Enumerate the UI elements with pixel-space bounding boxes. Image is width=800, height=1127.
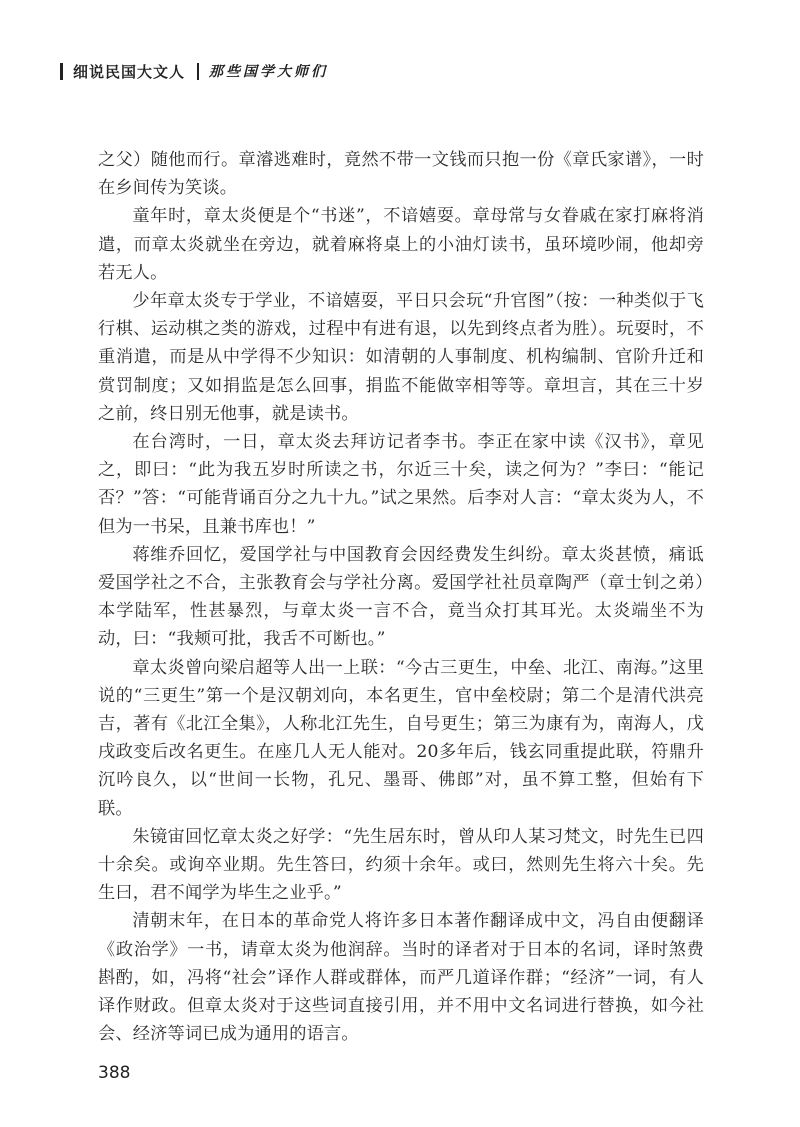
- running-header: [60, 58, 328, 84]
- paragraph: 章太炎曾向梁启超等人出一上联：“今古三更生，中垒、北江、南海。”这里说的“三更生”第一个是汉朝刘向，本名更生，官中垒校尉；第二个是清代洪亮吉，著有《北江全集》，人称北江先生，自号更生；第三为康有为，南海人，戊戌政变后改名更生。在座几人无人能对。20多年后，钱玄同重提此联，符鼎升沉吟良久，以“世间一长物，孔兄、墨哥、佛郎”对，虽不算工整，但始有下联。: [98, 657, 704, 819]
- paragraph: 朱镜宙回忆章太炎之好学：“先生居东时，曾从印人某习梵文，时先生已四十余矣。或询卒业期。先生答曰，约须十余年。或曰，然则先生将六十矣。先生曰，君不闻学为毕生之业乎。”: [98, 826, 704, 904]
- header-bar: [60, 63, 63, 80]
- body-text: [98, 146, 704, 1049]
- chapter-title: 那些国学大师们: [209, 64, 329, 80]
- book-title: 细说民国大文人: [73, 62, 186, 81]
- header-divider: [197, 63, 199, 80]
- paragraph: 童年时，章太炎便是个“书迷”，不谙嬉耍。章母常与女眷戚在家打麻将消遣，而章太炎就坐在旁边，就着麻将桌上的小油灯读书，虽环境吵闹，他却旁若无人。: [98, 206, 704, 283]
- paragraph: 清朝末年，在日本的革命党人将许多日本著作翻译成中文，冯自由便翻译《政治学》一书，请章太炎为他润辞。当时的译者对于日本的名词，译时煞费斟酌，如，冯将“社会”译作人群或群体，而严几道译作群；“经济”一词，有人译作财政。但章太炎对于这些词直接引用，并不用中文名词进行替换，如今社会、经济等词已成为通用的语言。: [98, 911, 704, 1045]
- paragraph: 蒋维乔回忆，爱国学社与中国教育会因经费发生纠纷。章太炎甚愤，痛诋爱国学社之不合，主张教育会与学社分离。爱国学社社员章陶严（章士钊之弟）本学陆军，性甚暴烈，与章太炎一言不合，竟当众打其耳光。太炎端坐不为动，曰：“我颊可批，我舌不可断也。”: [98, 544, 704, 650]
- page-number: 388: [98, 1063, 131, 1083]
- paragraph: 之父）随他而行。章濬逃难时，竟然不带一文钱而只抱一份《章氏家谱》，一时在乡间传为笑谈。: [98, 150, 704, 199]
- paragraph: 少年章太炎专于学业，不谙嬉耍，平日只会玩“升官图”（按：一种类似于飞行棋、运动棋之类的游戏，过程中有进有退，以先到终点者为胜）。玩耍时，不重消遣，而是从中学得不少知识：如清朝的人事制度、机构编制、官阶升迁和赏罚制度；又如捐监是怎么回事，捐监不能做宰相等等。章坦言，其在三十岁之前，终日别无他事，就是读书。: [98, 291, 704, 424]
- paragraph: 在台湾时，一日，章太炎去拜访记者李书。李正在家中读《汉书》，章见之，即曰：“此为我五岁时所读之书，尔近三十矣，读之何为？”李曰：“能记否？”答：“可能背诵百分之九十九。”试之果然。后李对人言：“章太炎为人，不但为一书呆，且兼书库也！”: [98, 432, 704, 537]
